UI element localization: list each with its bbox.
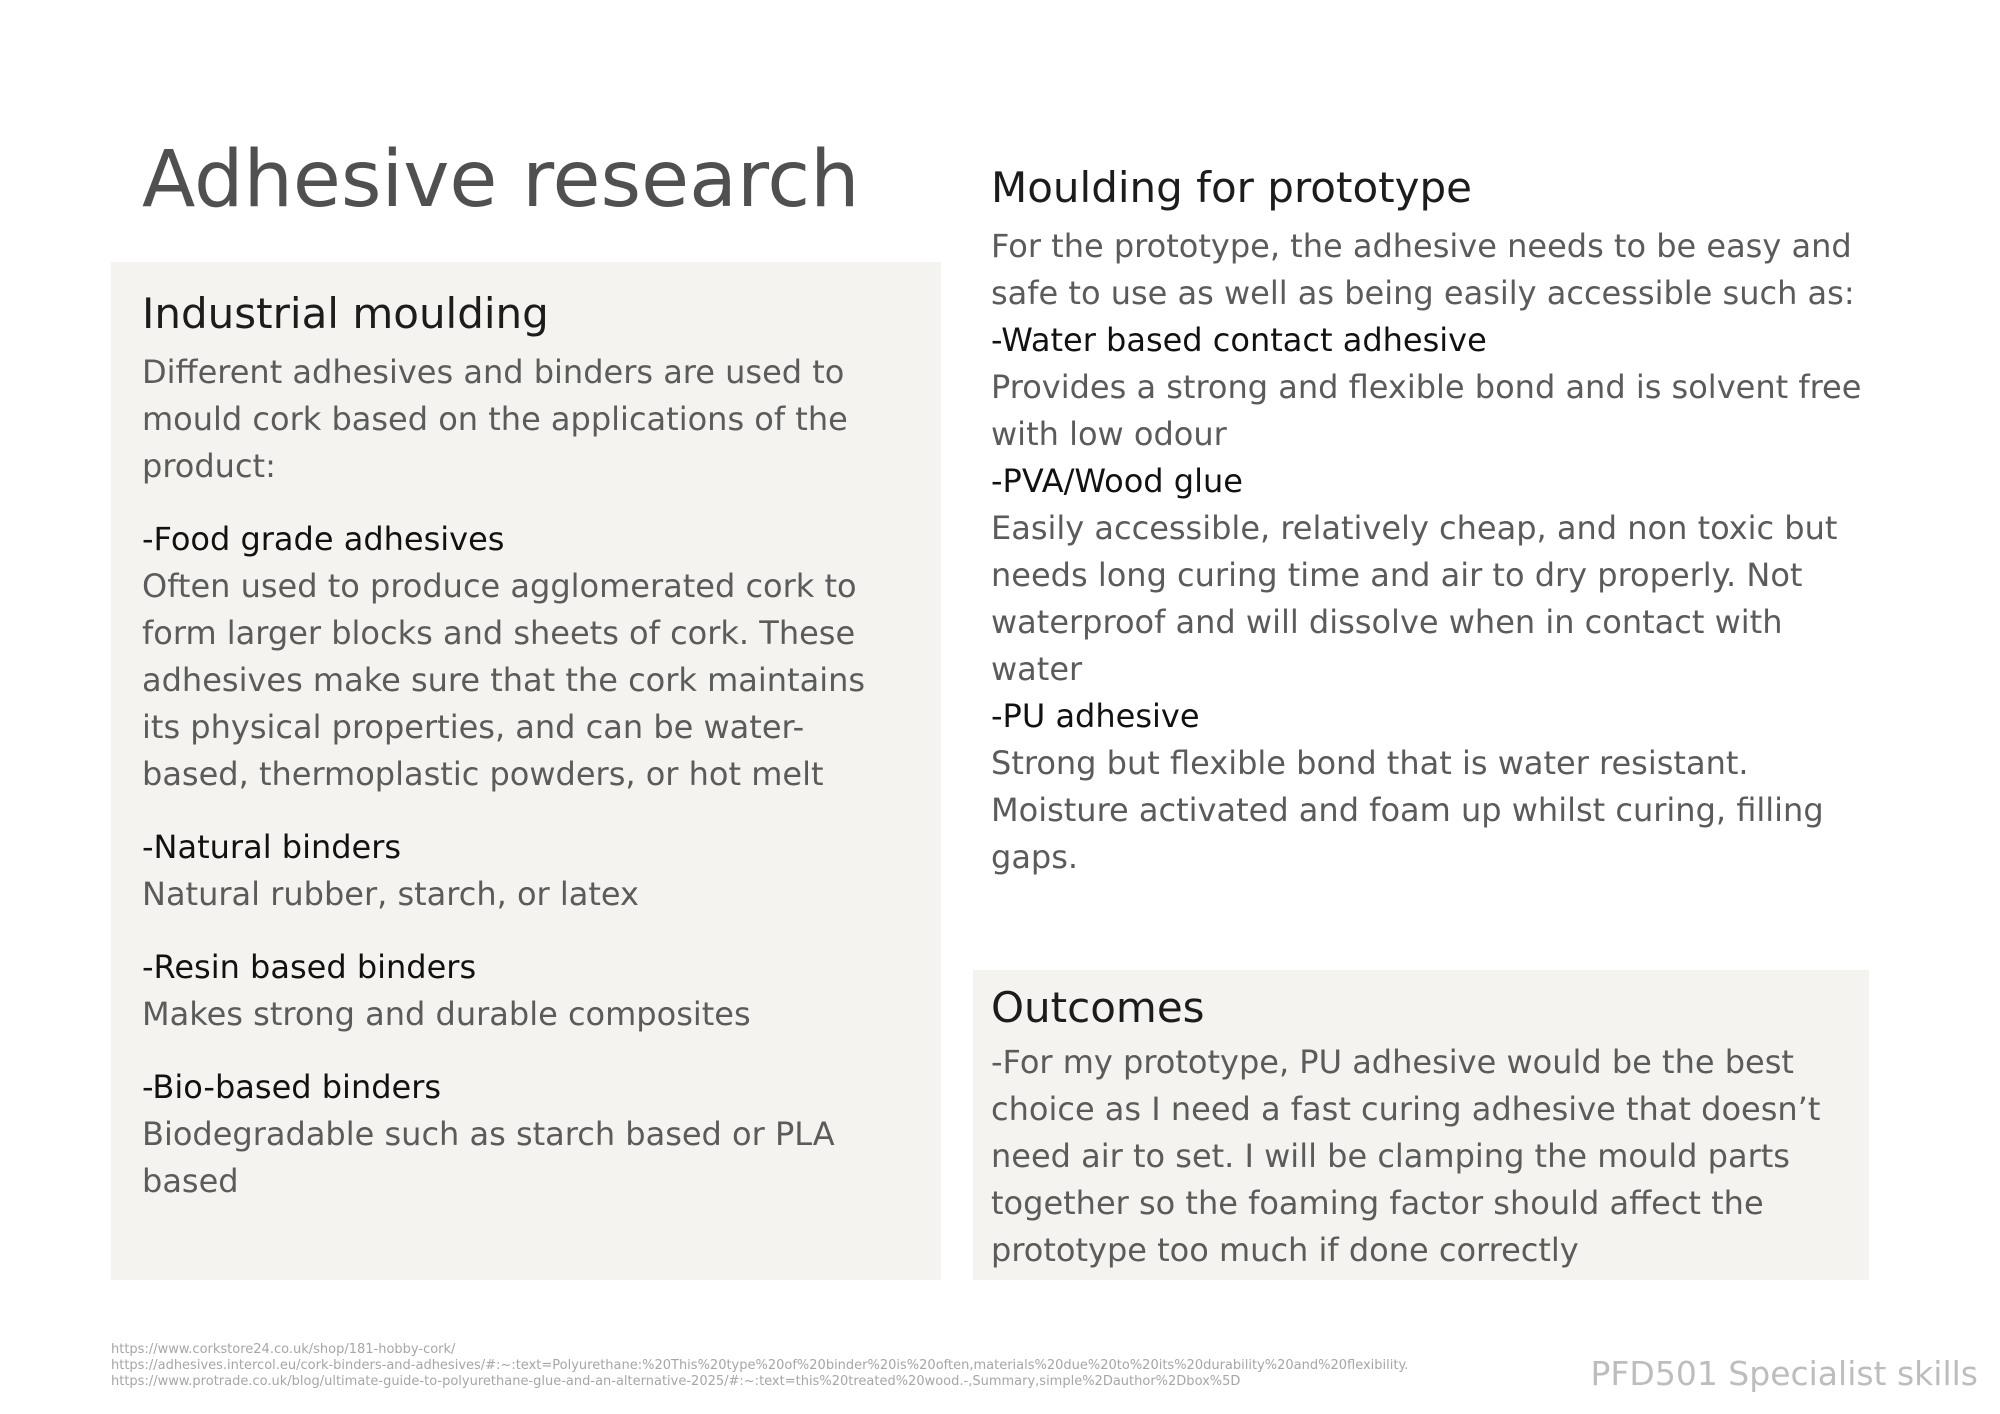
list-item [142,516,902,798]
reference-link[interactable]: https://www.protrade.co.uk/blog/ultimate-guide-to-polyurethane-glue-and-an-alternative-2025/#:~:text=this%20treated%20wood.-,Summary,simple%2Dauthor%2Dbox%5D [111,1374,1241,1389]
industrial-intro: Different adhesives and binders are used to mould cork based on the applications of the product: [142,352,848,485]
industrial-moulding-section [142,284,902,1205]
item-description: Makes strong and durable composites [142,994,751,1033]
item-description: Natural rubber, starch, or latex [142,874,639,913]
item-description: Strong but flexible bond that is water resistant. Moisture activated and foam up whilst curing, filling gaps. [991,743,1824,876]
item-heading: -Food grade adhesives [142,519,505,558]
reference-link[interactable]: https://www.corkstore24.co.uk/shop/181-hobby-cork/ [111,1342,456,1357]
item-description: Easily accessible, relatively cheap, and non toxic but needs long curing time and air to dry properly. Not waterproof and will dissolve when in contact with water [991,508,1838,688]
list-item [991,693,1871,881]
item-heading: -Bio-based binders [142,1067,442,1106]
item-heading: -Water based contact adhesive [991,320,1487,359]
list-item [142,824,902,918]
outcomes-text: -For my prototype, PU adhesive would be the best choice as I need a fast curing adhesive that doesn’t need air to set. I will be clamping the mould parts together so the foaming factor should affect the prototype too much if done correctly [991,1042,1821,1269]
industrial-moulding-heading: Industrial moulding [142,289,549,338]
list-item [142,1064,902,1205]
prototype-heading: Moulding for prototype [991,163,1472,212]
list-item [142,944,902,1038]
outcomes-heading: Outcomes [991,983,1205,1032]
list-item [991,458,1871,693]
page-title: Adhesive research [142,135,860,225]
outcomes-section [991,978,1863,1274]
prototype-section [991,158,1871,881]
item-description: Biodegradable such as starch based or PLA based [142,1114,835,1200]
item-description: Provides a strong and flexible bond and is solvent free with low odour [991,367,1862,453]
item-heading: -PVA/Wood glue [991,461,1243,500]
prototype-intro: For the prototype, the adhesive needs to be easy and safe to use as well as being easily accessible such as: [991,226,1855,312]
list-item [991,317,1871,458]
item-heading: -Natural binders [142,827,402,866]
item-description: Often used to produce agglomerated cork to form larger blocks and sheets of cork. These adhesives make sure that the cork maintains its physical properties, and can be water-based, thermoplastic powders, or hot melt [142,566,866,793]
reference-link[interactable]: https://adhesives.intercol.eu/cork-binders-and-adhesives/#:~:text=Polyurethane:%20This%20type%20of%20binder%20is%20often,materials%20due%20to%20its%20durability%20and%20flexibility. [111,1358,1409,1373]
footer-module-label: PFD501 Specialist skills [1590,1354,1978,1393]
item-heading: -PU adhesive [991,696,1200,735]
references [111,1342,1408,1390]
item-heading: -Resin based binders [142,947,477,986]
